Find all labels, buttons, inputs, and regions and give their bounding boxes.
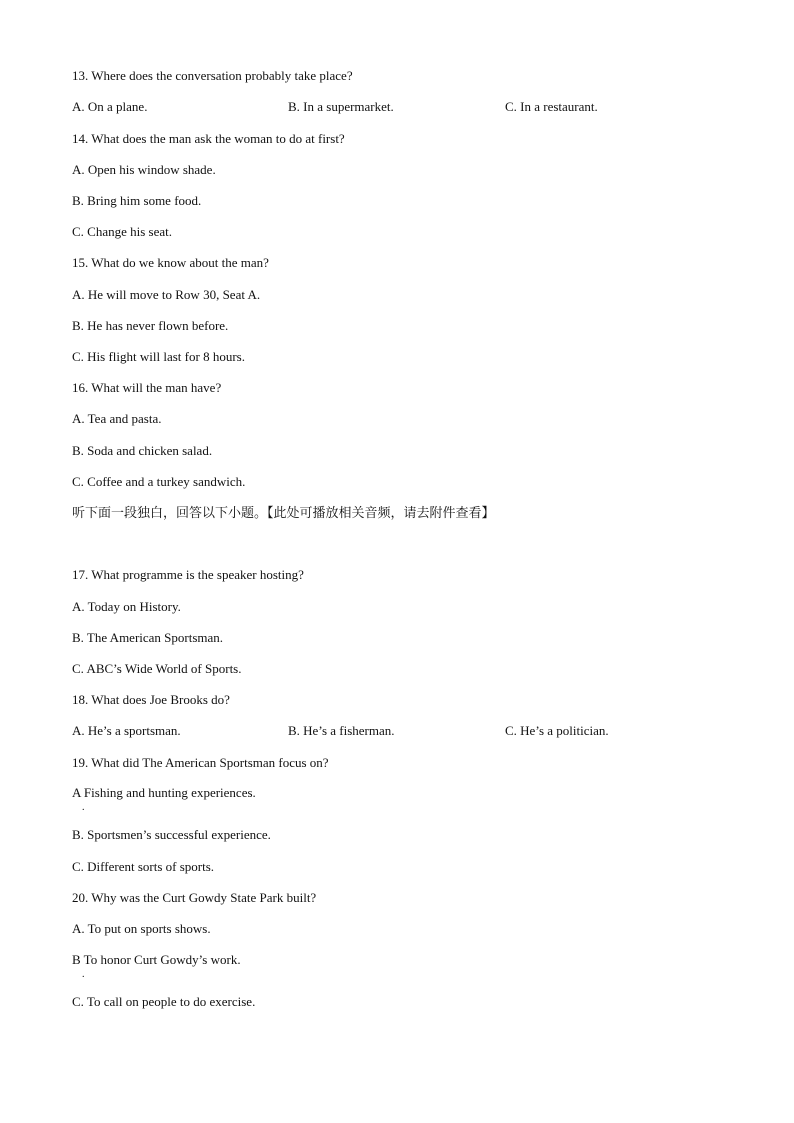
question-13-option-c: C. In a restaurant.: [505, 99, 598, 114]
question-15-stem: 15. What do we know about the man?: [72, 255, 269, 270]
question-17-option-a: A. Today on History.: [72, 599, 181, 614]
question-19-option-c: C. Different sorts of sports.: [72, 859, 215, 874]
question-18-option-c: C. He’s a politician.: [505, 723, 609, 738]
question-18-option-a: A. He’s a sportsman.: [72, 723, 181, 738]
question-15-option-c: C. His flight will last for 8 hours.: [72, 349, 245, 364]
question-20-option-b: B To honor Curt Gowdy’s work.: [72, 952, 241, 967]
question-20-option-a: A. To put on sports shows.: [72, 921, 211, 936]
question-20-stem: 20. Why was the Curt Gowdy State Park built?: [72, 890, 317, 905]
question-13-stem: 13. Where does the conversation probably take place?: [72, 68, 353, 83]
question-16-option-c: C. Coffee and a turkey sandwich.: [72, 474, 246, 489]
question-15-option-b: B. He has never flown before.: [72, 318, 229, 333]
stray-dot-mark: .: [82, 969, 85, 980]
question-14-option-c: C. Change his seat.: [72, 224, 173, 239]
question-17-option-b: B. The American Sportsman.: [72, 630, 224, 645]
question-18-option-b: B. He’s a fisherman.: [288, 723, 395, 738]
question-13-option-a: A. On a plane.: [72, 99, 148, 114]
question-16-option-a: A. Tea and pasta.: [72, 411, 162, 426]
question-17-stem: 17. What programme is the speaker hosting?: [72, 567, 304, 582]
question-20-option-c: C. To call on people to do exercise.: [72, 994, 256, 1009]
question-18-stem: 18. What does Joe Brooks do?: [72, 692, 230, 707]
question-19-option-b: B. Sportsmen’s successful experience.: [72, 827, 271, 842]
question-19-stem: 19. What did The American Sportsman focus on?: [72, 755, 329, 770]
stray-dot-mark: .: [82, 802, 85, 813]
question-14-option-a: A. Open his window shade.: [72, 162, 216, 177]
question-13-option-b: B. In a supermarket.: [288, 99, 394, 114]
question-17-option-c: C. ABC’s Wide World of Sports.: [72, 661, 242, 676]
question-14-option-b: B. Bring him some food.: [72, 193, 202, 208]
question-14-stem: 14. What does the man ask the woman to do at first?: [72, 131, 345, 146]
section-instruction: 听下面一段独白，回答以下小题。【此处可播放相关音频，请去附件查看】: [72, 506, 495, 521]
question-19-option-a: A Fishing and hunting experiences.: [72, 785, 256, 800]
question-16-stem: 16. What will the man have?: [72, 380, 222, 395]
question-16-option-b: B. Soda and chicken salad.: [72, 443, 213, 458]
question-15-option-a: A. He will move to Row 30, Seat A.: [72, 287, 261, 302]
